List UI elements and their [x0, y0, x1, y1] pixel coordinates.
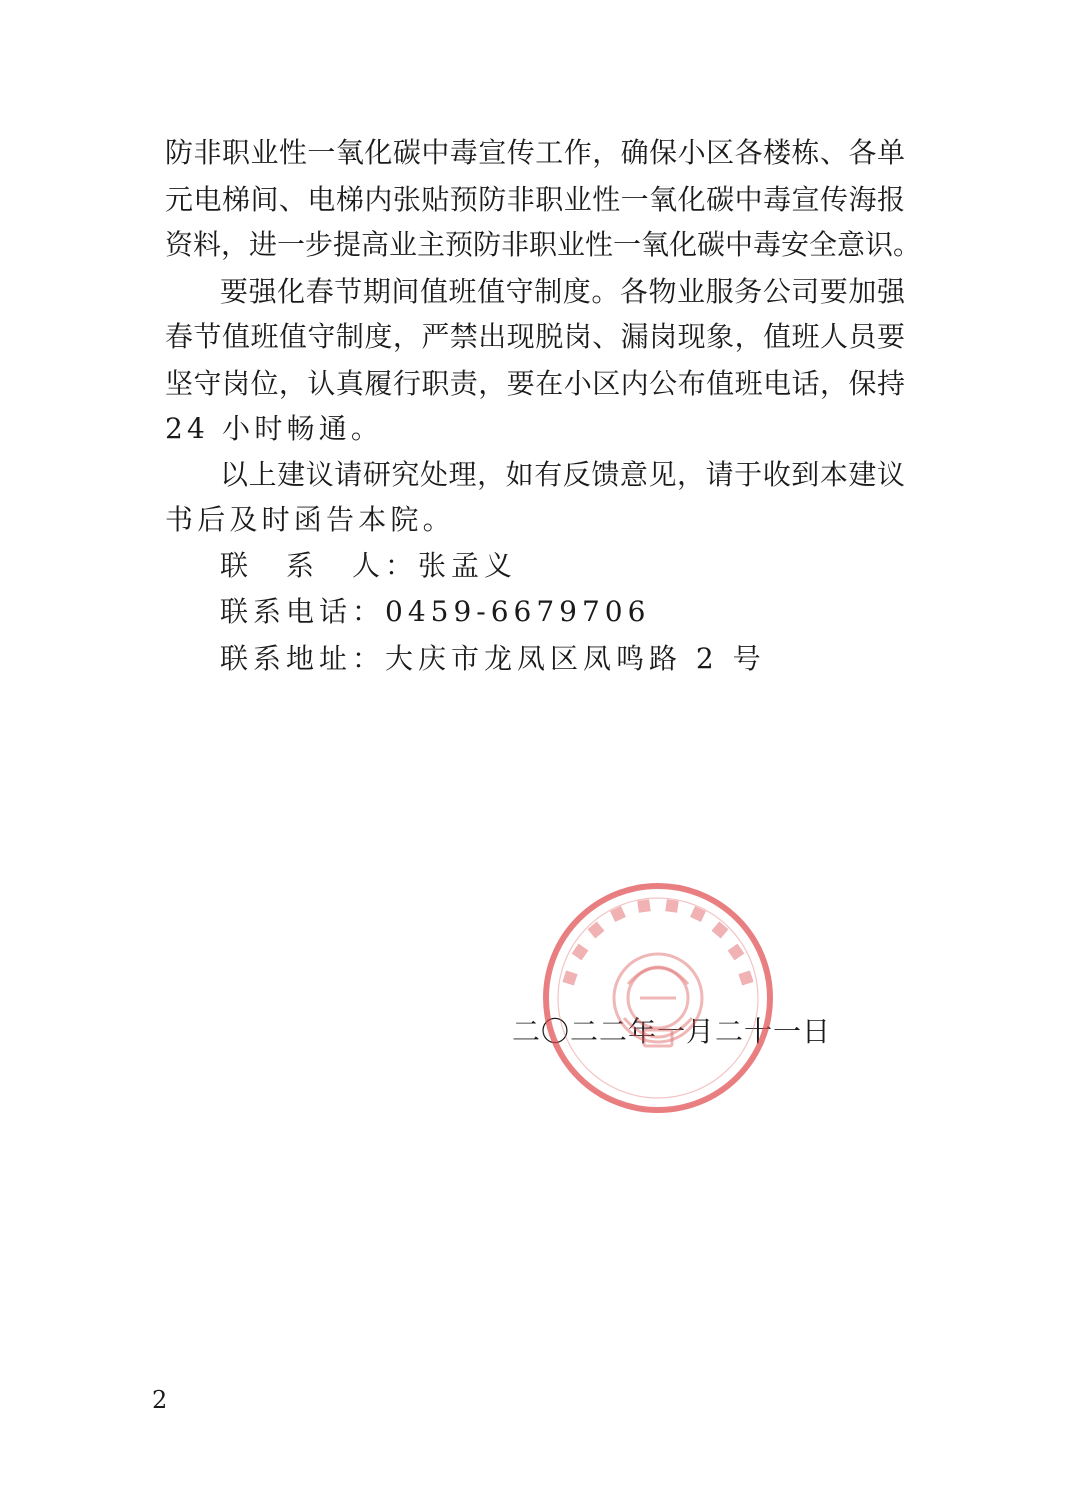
body-line-7: 24 小时畅通。 — [165, 412, 384, 445]
body-line-8: 以上建议请研究处理，如有反馈意见，请于收到本建议 — [220, 458, 905, 491]
seal-outer-ring — [546, 886, 770, 1110]
body-line-9: 书后及时函告本院。 — [165, 503, 455, 536]
court-seal-stamp — [540, 880, 776, 1116]
body-line-4: 要强化春节期间值班值守制度。各物业服务公司要加强 — [220, 275, 905, 308]
page-number: 2 — [152, 1386, 168, 1414]
contact-person: 联 系 人：张孟义 — [220, 549, 518, 582]
contact-phone: 联系电话：0459-6679706 — [220, 595, 651, 628]
contact-address: 联系地址：大庆市龙凤区凤鸣路 2 号 — [220, 642, 766, 675]
document-date: 二〇二二年一月二十一日 — [512, 1015, 832, 1048]
body-line-5: 春节值班值守制度，严禁出现脱岗、漏岗现象，值班人员要 — [165, 320, 905, 353]
body-line-2: 元电梯间、电梯内张贴预防非职业性一氧化碳中毒宣传海报 — [165, 183, 905, 216]
body-line-6: 坚守岗位，认真履行职责，要在小区内公布值班电话，保持 — [165, 367, 905, 400]
body-line-1: 防非职业性一氧化碳中毒宣传工作，确保小区各楼栋、各单 — [165, 136, 905, 169]
body-line-3: 资料，进一步提高业主预防非职业性一氧化碳中毒安全意识。 — [165, 228, 922, 261]
seal-ring-lettering — [562, 899, 753, 985]
seal-inner-ring — [558, 898, 758, 1098]
